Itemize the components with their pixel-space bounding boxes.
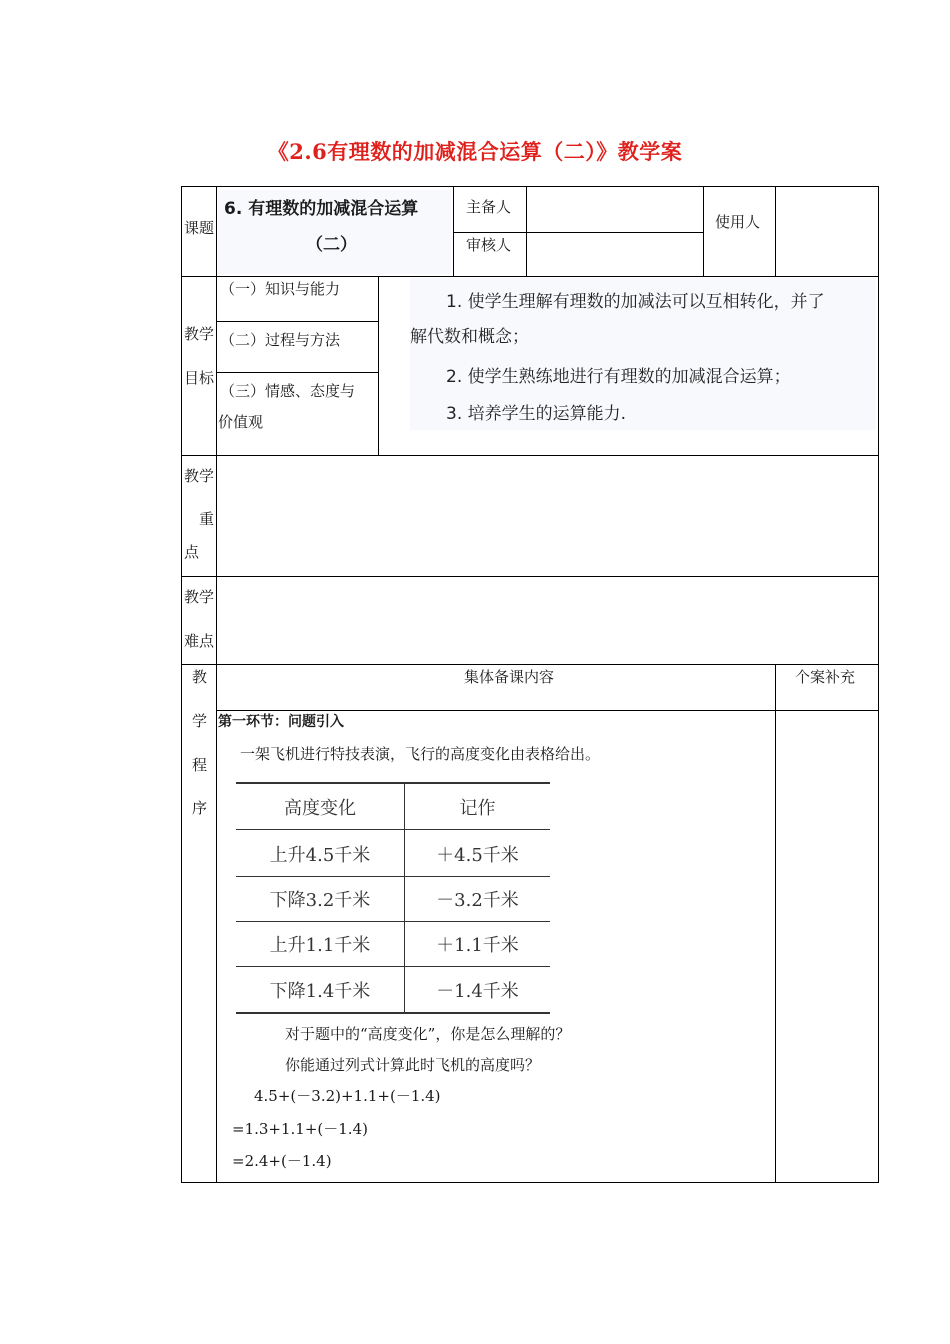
supplement-header: 个案补充 <box>795 668 856 686</box>
procedure-label-3: 程 <box>192 756 208 774</box>
collective-content-header: 集体备课内容 <box>464 668 555 686</box>
table-cell: 上升4.5千米 <box>269 845 371 866</box>
goals-label-1: 教学 <box>184 325 215 343</box>
topic-title-line2: （二） <box>306 235 357 255</box>
procedure-label-1: 教 <box>192 668 208 686</box>
goals-label-2: 目标 <box>184 369 215 387</box>
focus-label-1: 教学 <box>184 467 215 485</box>
table-cell: －1.4千米 <box>436 981 519 1002</box>
goal-item-1: 1. 使学生理解有理数的加减法可以互相转化，并了 <box>446 292 825 312</box>
focus-label-2: 重 <box>199 510 215 528</box>
procedure-label-4: 序 <box>192 799 208 817</box>
calc-line-1: 4.5+(－3.2)+1.1+(－1.4) <box>254 1087 441 1105</box>
difficulty-label-2: 难点 <box>184 632 215 650</box>
table-cell: 下降1.4千米 <box>269 981 371 1002</box>
procedure-label-2: 学 <box>192 712 208 730</box>
user-label: 使用人 <box>715 213 761 231</box>
goal-knowledge: （一）知识与能力 <box>220 280 341 298</box>
goal-item-1-cont: 解代数和概念； <box>410 327 529 347</box>
question-2: 你能通过列式计算此时飞机的高度吗？ <box>285 1056 541 1074</box>
goal-values: 价值观 <box>218 413 264 431</box>
table-cell: ＋1.1千米 <box>436 935 519 956</box>
intro-text: 一架飞机进行特技表演，飞行的高度变化由表格给出。 <box>240 745 601 763</box>
goal-emotion: （三）情感、态度与 <box>220 382 356 400</box>
goal-item-3: 3. 培养学生的运算能力. <box>446 404 627 424</box>
main-preparer-label: 主备人 <box>466 198 512 216</box>
goal-item-2: 2. 使学生熟练地进行有理数的加减混合运算； <box>446 367 791 387</box>
document-title: 《2.6有理数的加减混合运算（二）》教学案 <box>267 139 683 164</box>
goal-process: （二）过程与方法 <box>220 331 341 349</box>
table-cell: －3.2千米 <box>436 890 519 911</box>
table-cell: 下降3.2千米 <box>269 890 371 911</box>
topic-title-line1: 6. 有理数的加减混合运算 <box>224 199 419 219</box>
focus-label-3: 点 <box>184 543 200 561</box>
topic-title-image <box>218 190 451 274</box>
table-cell: 上升1.1千米 <box>269 935 371 956</box>
reviewer-label: 审核人 <box>466 236 512 254</box>
table-header-change: 高度变化 <box>284 798 356 819</box>
topic-label: 课题 <box>184 219 215 237</box>
table-cell: ＋4.5千米 <box>436 845 519 866</box>
question-1: 对于题中的“高度变化”，你是怎么理解的？ <box>285 1025 571 1043</box>
section-title: 第一环节：问题引入 <box>218 714 344 730</box>
calc-line-2: =1.3+1.1+(－1.4) <box>232 1120 368 1138</box>
table-header-notation: 记作 <box>459 798 496 819</box>
goals-content-image <box>410 278 876 430</box>
difficulty-label-1: 教学 <box>184 588 215 606</box>
calc-line-3: =2.4+(－1.4) <box>232 1152 332 1170</box>
